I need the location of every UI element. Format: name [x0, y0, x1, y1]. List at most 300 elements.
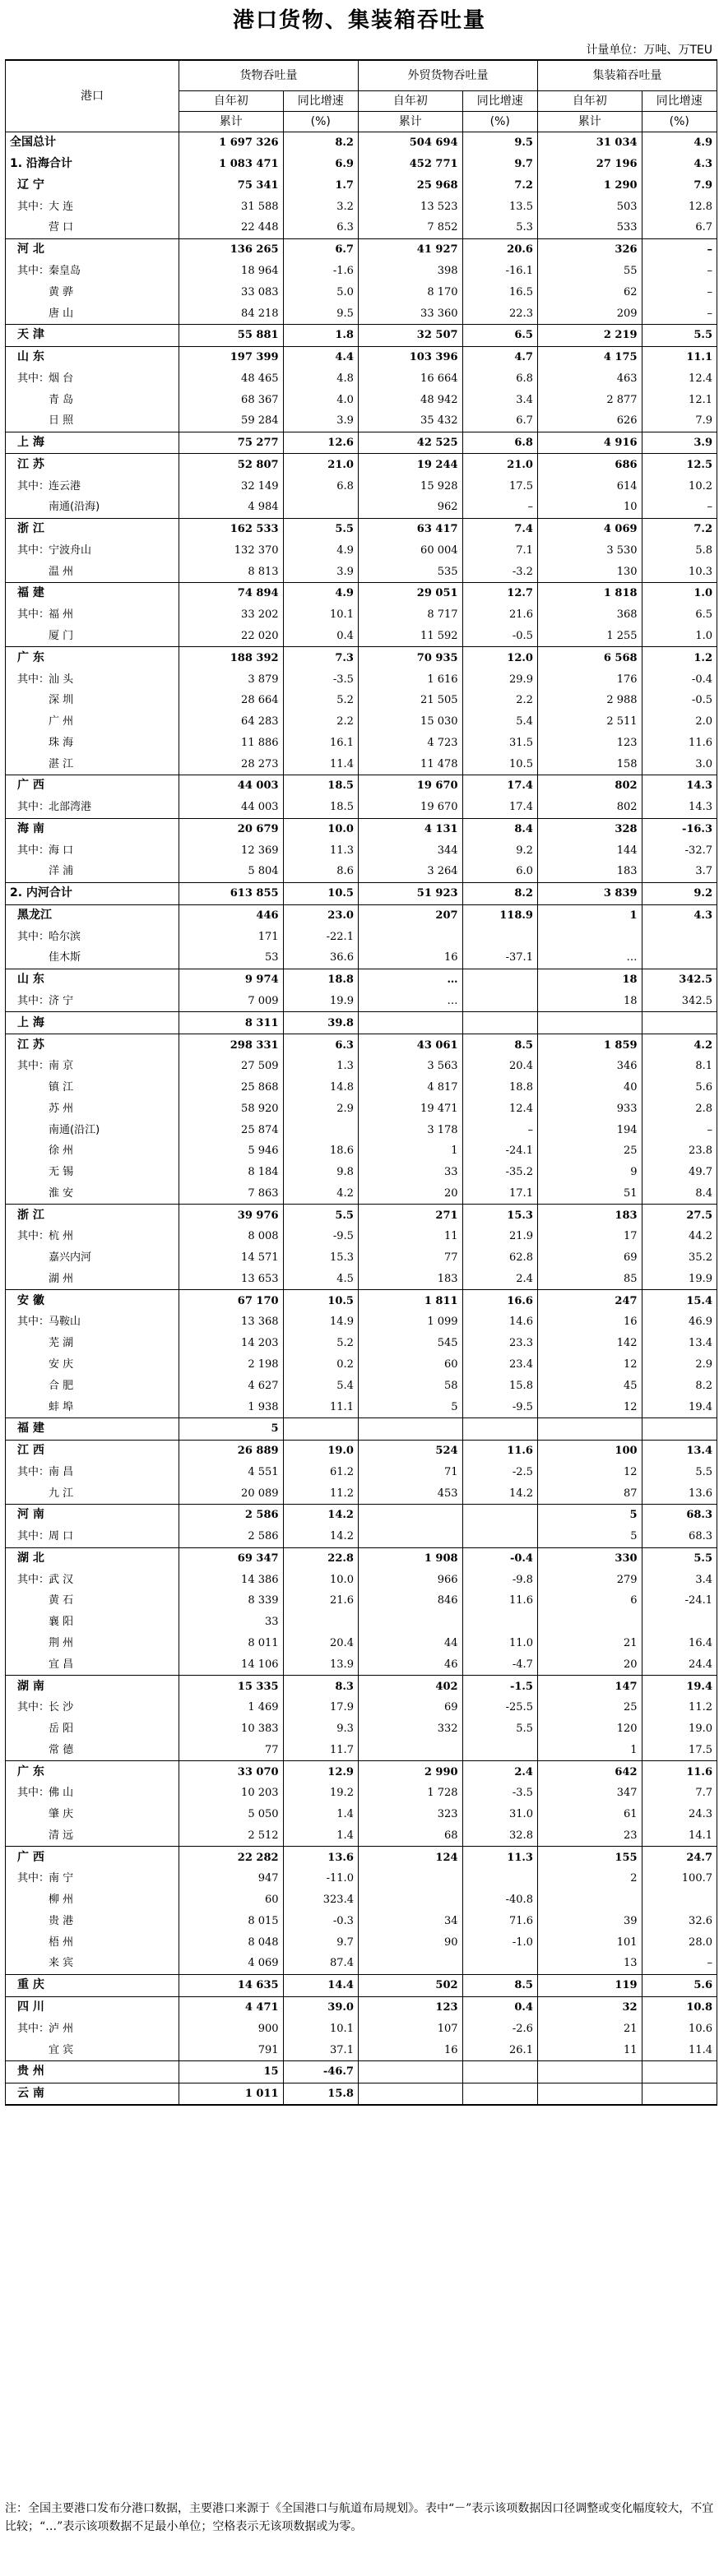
cargo-ytd-cell: 3 879 — [179, 668, 283, 690]
table-row — [6, 647, 717, 668]
container-ytd-cell: 21 — [537, 2018, 642, 2039]
cargo-ytd-cell: 12 369 — [179, 839, 283, 861]
foreign-yoy-cell — [462, 969, 537, 990]
port-name-cell — [6, 1375, 179, 1396]
foreign-yoy-cell: 14.2 — [462, 1482, 537, 1504]
container-ytd-cell: 346 — [537, 1056, 642, 1077]
foreign-yoy-cell: -25.5 — [462, 1697, 537, 1718]
container-yoy-cell: 2.9 — [642, 1354, 717, 1376]
table-row — [6, 1526, 717, 1547]
port-name-cell — [6, 753, 179, 775]
foreign-yoy-cell: 18.8 — [462, 1077, 537, 1098]
port-name-cell — [6, 281, 179, 303]
foreign-yoy-cell: -0.4 — [462, 1547, 537, 1569]
container-ytd-cell: 3 530 — [537, 540, 642, 562]
port-name: 南 昌 — [49, 1465, 74, 1478]
port-name-cell — [6, 1440, 179, 1461]
cargo-ytd-cell: 22 448 — [179, 217, 283, 238]
table-row — [6, 1247, 717, 1269]
foreign-yoy-cell — [462, 926, 537, 947]
cargo-yoy-cell: -3.5 — [283, 668, 358, 690]
container-ytd-cell: 503 — [537, 196, 642, 217]
container-yoy-cell: 3.0 — [642, 753, 717, 775]
container-ytd-cell: 23 — [537, 1824, 642, 1846]
port-name: 海 口 — [49, 844, 74, 857]
container-ytd-cell: 4 069 — [537, 518, 642, 539]
container-yoy-cell: 342.5 — [642, 969, 717, 990]
table-row — [6, 217, 717, 238]
foreign-yoy-cell — [462, 1417, 537, 1440]
container-ytd-cell: 328 — [537, 818, 642, 839]
table-row — [6, 1547, 717, 1569]
container-ytd-cell: 21 — [537, 1633, 642, 1654]
cargo-yoy-cell: -0.3 — [283, 1911, 358, 1932]
foreign-yoy-cell: 9.5 — [462, 132, 537, 154]
cargo-yoy-cell: 14.4 — [283, 1974, 358, 1996]
container-ytd-cell: 39 — [537, 1911, 642, 1932]
port-name: 黑龙江 — [17, 908, 52, 922]
port-name: 南 京 — [49, 1060, 74, 1073]
container-ytd-cell: 463 — [537, 368, 642, 389]
container-yoy-cell: 7.9 — [642, 410, 717, 432]
cargo-ytd-cell: 26 889 — [179, 1440, 283, 1461]
cargo-ytd-cell: 8 011 — [179, 1633, 283, 1654]
container-yoy-cell: 12.8 — [642, 196, 717, 217]
port-name: 长 沙 — [49, 1701, 74, 1714]
cargo-yoy-cell: 15.3 — [283, 1247, 358, 1269]
port-name-cell — [6, 818, 179, 839]
port-name-cell — [6, 732, 179, 753]
port-name: 柳 州 — [49, 1894, 74, 1907]
unit-label: 计量单位：万吨、万TEU — [586, 44, 712, 57]
table-row — [6, 775, 717, 796]
container-yoy-cell: 6.5 — [642, 604, 717, 626]
port-name: 江 苏 — [17, 1038, 44, 1052]
port-name: 徐 州 — [49, 1145, 74, 1158]
table-row — [6, 368, 717, 389]
port-name-cell — [6, 1311, 179, 1333]
port-name-cell — [6, 1183, 179, 1205]
cargo-yoy-cell: -11.0 — [283, 1868, 358, 1889]
foreign-ytd-cell — [358, 1417, 462, 1440]
foreign-ytd-cell: 51 923 — [358, 882, 462, 904]
cargo-ytd-cell: 2 198 — [179, 1354, 283, 1376]
cargo-ytd-cell: 58 920 — [179, 1098, 283, 1119]
foreign-yoy-cell: -3.5 — [462, 1783, 537, 1804]
cargo-yoy-cell: 2.2 — [283, 711, 358, 733]
cargo-ytd-cell: 1 697 326 — [179, 132, 283, 154]
container-ytd-cell: 55 — [537, 261, 642, 282]
cargo-ytd-cell: 171 — [179, 926, 283, 947]
foreign-ytd-cell: 19 670 — [358, 775, 462, 796]
foreign-yoy-cell: -2.6 — [462, 2018, 537, 2039]
port-name: 黄 石 — [49, 1594, 74, 1607]
cargo-yoy-cell: 11.2 — [283, 1482, 358, 1504]
port-name: 镇 江 — [49, 1081, 74, 1094]
cargo-ytd-cell: 22 282 — [179, 1847, 283, 1868]
of-which-prefix: 其中： — [17, 372, 50, 385]
table-row — [6, 1375, 717, 1396]
container-yoy-cell: 5.5 — [642, 1547, 717, 1569]
cargo-yoy-cell: 5.4 — [283, 1375, 358, 1396]
port-name-cell — [6, 1140, 179, 1162]
port-name-cell — [6, 368, 179, 389]
cargo-ytd-cell: 14 386 — [179, 1569, 283, 1590]
foreign-ytd-cell: 29 051 — [358, 583, 462, 604]
container-yoy-cell: 3.7 — [642, 861, 717, 882]
port-name: 辽 宁 — [17, 178, 44, 192]
foreign-yoy-cell — [462, 1505, 537, 1526]
container-yoy-cell: 1.0 — [642, 583, 717, 604]
cargo-ytd-cell: 132 370 — [179, 540, 283, 562]
foreign-ytd-cell — [358, 1526, 462, 1547]
container-ytd-cell: 13 — [537, 1953, 642, 1974]
foreign-yoy-cell: -1.0 — [462, 1931, 537, 1953]
container-ytd-cell: 2 511 — [537, 711, 642, 733]
cargo-ytd-cell: 14 106 — [179, 1653, 283, 1675]
foreign-ytd-cell — [358, 2083, 462, 2105]
container-yoy-cell: 13.4 — [642, 1333, 717, 1354]
container-ytd-cell: 176 — [537, 668, 642, 690]
container-ytd-cell: 101 — [537, 1931, 642, 1953]
port-name: 秦皇岛 — [49, 264, 81, 277]
cargo-ytd-cell: 67 170 — [179, 1290, 283, 1311]
container-yoy-cell: 24.3 — [642, 1804, 717, 1825]
header-ytd: 自年初 — [358, 91, 462, 112]
foreign-yoy-cell: -9.8 — [462, 1569, 537, 1590]
port-name: 深 圳 — [49, 694, 74, 707]
container-ytd-cell: 279 — [537, 1569, 642, 1590]
container-yoy-cell: 3.9 — [642, 432, 717, 454]
port-name: 九 江 — [49, 1487, 74, 1500]
cargo-yoy-cell: 17.9 — [283, 1697, 358, 1718]
container-yoy-cell: 32.6 — [642, 1911, 717, 1932]
container-yoy-cell: 14.3 — [642, 797, 717, 818]
cargo-yoy-cell: 10.1 — [283, 604, 358, 626]
port-name: 宜 宾 — [49, 2043, 74, 2056]
table-row — [6, 604, 717, 626]
port-name-cell — [6, 1590, 179, 1612]
container-yoy-cell — [642, 1012, 717, 1034]
container-yoy-cell: 35.2 — [642, 1247, 717, 1269]
header-container: 集装箱吞吐量 — [537, 60, 717, 91]
table-row — [6, 1953, 717, 1974]
port-name-cell — [6, 217, 179, 238]
cargo-ytd-cell: 4 551 — [179, 1461, 283, 1482]
port-name: 合 肥 — [49, 1379, 74, 1392]
port-name-cell — [6, 1098, 179, 1119]
container-yoy-cell: 44.2 — [642, 1226, 717, 1247]
port-name: 天 津 — [17, 328, 44, 342]
foreign-ytd-cell: 524 — [358, 1440, 462, 1461]
port-name-cell — [6, 1119, 179, 1140]
foreign-yoy-cell: 17.4 — [462, 775, 537, 796]
foreign-yoy-cell: 16.6 — [462, 1290, 537, 1311]
cargo-ytd-cell: 31 588 — [179, 196, 283, 217]
foreign-yoy-cell: 2.4 — [462, 1761, 537, 1783]
cargo-yoy-cell: 87.4 — [283, 1953, 358, 1974]
port-name-cell — [6, 497, 179, 518]
cargo-yoy-cell: 4.4 — [283, 346, 358, 368]
foreign-ytd-cell — [358, 1612, 462, 1633]
container-ytd-cell: 642 — [537, 1761, 642, 1783]
port-name: 淮 安 — [49, 1186, 74, 1200]
header-cumulative: 累计 — [358, 112, 462, 132]
port-name-cell — [6, 1012, 179, 1034]
cargo-yoy-cell: 39.8 — [283, 1012, 358, 1034]
cargo-yoy-cell: 10.5 — [283, 1290, 358, 1311]
foreign-ytd-cell — [358, 1739, 462, 1760]
cargo-yoy-cell: 2.9 — [283, 1098, 358, 1119]
foreign-yoy-cell — [462, 2060, 537, 2083]
foreign-yoy-cell: -24.1 — [462, 1140, 537, 1162]
port-name: 苏 州 — [49, 1102, 74, 1115]
cargo-ytd-cell: 15 335 — [179, 1676, 283, 1697]
port-name-cell — [6, 1226, 179, 1247]
cargo-ytd-cell: 25 874 — [179, 1119, 283, 1140]
table-row — [6, 561, 717, 582]
foreign-ytd-cell: 46 — [358, 1653, 462, 1675]
port-name: 广 州 — [49, 715, 74, 728]
port-name: 福 州 — [49, 608, 74, 622]
port-name-cell — [6, 1205, 179, 1226]
port-name: 杭 州 — [49, 1230, 74, 1243]
container-yoy-cell — [642, 1612, 717, 1633]
port-name-cell — [6, 196, 179, 217]
cargo-yoy-cell — [283, 1119, 358, 1140]
foreign-yoy-cell: 6.8 — [462, 368, 537, 389]
cargo-yoy-cell: 10.1 — [283, 2018, 358, 2039]
foreign-ytd-cell: 123 — [358, 1996, 462, 2018]
foreign-ytd-cell: 846 — [358, 1590, 462, 1612]
of-which-prefix: 其中： — [17, 1573, 50, 1586]
cargo-yoy-cell: 8.6 — [283, 861, 358, 882]
cargo-yoy-cell: 11.1 — [283, 1396, 358, 1417]
port-name-cell — [6, 882, 179, 904]
table-row — [6, 518, 717, 539]
container-ytd-cell: 119 — [537, 1974, 642, 1996]
foreign-ytd-cell — [358, 926, 462, 947]
port-name-cell — [6, 1396, 179, 1417]
page-title: 港口货物、集装箱吞吐量 — [232, 8, 486, 33]
foreign-ytd-cell: 15 928 — [358, 475, 462, 497]
port-name: 日 照 — [49, 414, 74, 428]
table-row — [6, 1205, 717, 1226]
foreign-ytd-cell: 42 525 — [358, 432, 462, 454]
foreign-ytd-cell: 63 417 — [358, 518, 462, 539]
container-ytd-cell: 1 859 — [537, 1034, 642, 1056]
foreign-yoy-cell: -2.5 — [462, 1461, 537, 1482]
cargo-ytd-cell: 14 635 — [179, 1974, 283, 1996]
container-yoy-cell: 100.7 — [642, 1868, 717, 1889]
foreign-ytd-cell: 1 616 — [358, 668, 462, 690]
table-row — [6, 1034, 717, 1056]
cargo-yoy-cell: 1.7 — [283, 175, 358, 197]
cargo-yoy-cell: 3.9 — [283, 410, 358, 432]
of-which-prefix: 其中： — [17, 1530, 50, 1543]
port-name-cell — [6, 1974, 179, 1996]
container-yoy-cell: 19.4 — [642, 1396, 717, 1417]
of-which-prefix: 其中： — [17, 479, 50, 493]
container-yoy-cell: 2.8 — [642, 1098, 717, 1119]
cargo-yoy-cell: 1.4 — [283, 1804, 358, 1825]
port-name: 嘉兴内河 — [49, 1251, 92, 1265]
cargo-ytd-cell: 60 — [179, 1889, 283, 1911]
port-name: 蚌 埠 — [49, 1400, 74, 1413]
container-yoy-cell: 1.0 — [642, 626, 717, 647]
container-yoy-cell: 5.6 — [642, 1077, 717, 1098]
port-name-cell — [6, 1847, 179, 1868]
foreign-yoy-cell: 11.6 — [462, 1590, 537, 1612]
foreign-yoy-cell: – — [462, 497, 537, 518]
container-yoy-cell: 10.8 — [642, 1996, 717, 2018]
header-pct: (%) — [642, 112, 717, 132]
table-row — [6, 324, 717, 346]
cargo-ytd-cell: 33 202 — [179, 604, 283, 626]
table-row — [6, 1333, 717, 1354]
table-row — [6, 732, 717, 753]
foreign-ytd-cell: 107 — [358, 2018, 462, 2039]
port-name-cell — [6, 1354, 179, 1376]
port-name-cell — [6, 775, 179, 796]
foreign-ytd-cell: 44 — [358, 1633, 462, 1654]
cargo-ytd-cell: 4 471 — [179, 1996, 283, 2018]
foreign-ytd-cell: 16 — [358, 2039, 462, 2060]
cargo-yoy-cell: 5.0 — [283, 281, 358, 303]
table-row — [6, 497, 717, 518]
header-port: 港口 — [6, 60, 179, 132]
port-name: 湖 北 — [17, 1551, 44, 1565]
foreign-yoy-cell: 20.4 — [462, 1056, 537, 1077]
table-row — [6, 818, 717, 839]
container-ytd-cell: 686 — [537, 454, 642, 475]
table-row — [6, 1718, 717, 1740]
foreign-ytd-cell: 124 — [358, 1847, 462, 1868]
port-name-cell — [6, 839, 179, 861]
foreign-yoy-cell: 2.2 — [462, 690, 537, 711]
foreign-ytd-cell: 13 523 — [358, 196, 462, 217]
foreign-ytd-cell: 77 — [358, 1247, 462, 1269]
foreign-ytd-cell: 11 478 — [358, 753, 462, 775]
foreign-ytd-cell: 183 — [358, 1269, 462, 1290]
port-name-cell — [6, 1569, 179, 1590]
cargo-yoy-cell: 15.8 — [283, 2083, 358, 2105]
port-name: 汕 头 — [49, 673, 74, 686]
of-which-prefix: 其中： — [17, 543, 50, 557]
cargo-yoy-cell — [283, 1612, 358, 1633]
container-yoy-cell: -0.5 — [642, 690, 717, 711]
cargo-ytd-cell: 9 974 — [179, 969, 283, 990]
port-name: 1. 沿海合计 — [10, 157, 72, 171]
container-yoy-cell: – — [642, 281, 717, 303]
table-row — [6, 1354, 717, 1376]
table-row — [6, 1269, 717, 1290]
port-name-cell — [6, 303, 179, 324]
foreign-ytd-cell: 58 — [358, 1375, 462, 1396]
foreign-ytd-cell: 25 968 — [358, 175, 462, 197]
foreign-ytd-cell: 453 — [358, 1482, 462, 1504]
container-yoy-cell: – — [642, 303, 717, 324]
foreign-yoy-cell: -37.1 — [462, 947, 537, 969]
port-name: 安 庆 — [49, 1358, 74, 1371]
container-ytd-cell: 1 290 — [537, 175, 642, 197]
container-ytd-cell: 626 — [537, 410, 642, 432]
cargo-ytd-cell: 1 011 — [179, 2083, 283, 2105]
cargo-yoy-cell: 16.1 — [283, 732, 358, 753]
port-name: 唐 山 — [49, 307, 74, 320]
cargo-ytd-cell: 75 341 — [179, 175, 283, 197]
container-ytd-cell: 11 — [537, 2039, 642, 2060]
foreign-yoy-cell: 8.2 — [462, 882, 537, 904]
foreign-yoy-cell — [462, 1012, 537, 1034]
foreign-yoy-cell: 8.5 — [462, 1974, 537, 1996]
foreign-yoy-cell: 15.3 — [462, 1205, 537, 1226]
of-which-prefix: 其中： — [17, 1316, 50, 1329]
table-row — [6, 1482, 717, 1504]
port-name: 芜 湖 — [49, 1337, 74, 1350]
cargo-yoy-cell: 1.4 — [283, 1824, 358, 1846]
table-row — [6, 839, 717, 861]
port-name: 襄 阳 — [49, 1616, 74, 1629]
foreign-yoy-cell: 6.5 — [462, 324, 537, 346]
table-row — [6, 1162, 717, 1183]
foreign-ytd-cell — [358, 1889, 462, 1911]
table-row — [6, 711, 717, 733]
cargo-ytd-cell: 4 627 — [179, 1375, 283, 1396]
container-ytd-cell: 155 — [537, 1847, 642, 1868]
cargo-yoy-cell: 23.0 — [283, 904, 358, 926]
container-yoy-cell: 19.9 — [642, 1269, 717, 1290]
cargo-ytd-cell: 74 894 — [179, 583, 283, 604]
foreign-yoy-cell: -35.2 — [462, 1162, 537, 1183]
container-yoy-cell: 13.6 — [642, 1482, 717, 1504]
foreign-yoy-cell — [462, 1739, 537, 1760]
container-yoy-cell: 10.2 — [642, 475, 717, 497]
container-ytd-cell: 4 175 — [537, 346, 642, 368]
foreign-yoy-cell: 8.5 — [462, 1034, 537, 1056]
port-name-cell — [6, 1505, 179, 1526]
port-name: 南通(沿海) — [49, 501, 100, 514]
of-which-prefix: 其中： — [17, 1787, 50, 1800]
cargo-yoy-cell: 11.3 — [283, 839, 358, 861]
cargo-ytd-cell: 791 — [179, 2039, 283, 2060]
of-which-prefix: 其中： — [17, 1060, 50, 1073]
cargo-ytd-cell: 7 009 — [179, 991, 283, 1012]
foreign-ytd-cell: 11 592 — [358, 626, 462, 647]
foreign-yoy-cell: 5.4 — [462, 711, 537, 733]
foreign-ytd-cell: 11 — [358, 1226, 462, 1247]
foreign-yoy-cell: 31.0 — [462, 1804, 537, 1825]
cargo-yoy-cell: 14.8 — [283, 1077, 358, 1098]
of-which-prefix: 其中： — [17, 1701, 50, 1714]
cargo-ytd-cell: 25 868 — [179, 1077, 283, 1098]
port-name: 岳 阳 — [49, 1723, 74, 1736]
foreign-ytd-cell: 271 — [358, 1205, 462, 1226]
foreign-ytd-cell: 3 563 — [358, 1056, 462, 1077]
table-row — [6, 926, 717, 947]
container-ytd-cell: 25 — [537, 1697, 642, 1718]
foreign-yoy-cell: 5.3 — [462, 217, 537, 238]
port-name-cell — [6, 1739, 179, 1760]
container-ytd-cell: 27 196 — [537, 154, 642, 175]
port-name: 泸 州 — [49, 2022, 74, 2035]
table-row — [6, 1183, 717, 1205]
foreign-ytd-cell: 1 099 — [358, 1311, 462, 1333]
container-yoy-cell: 8.4 — [642, 1183, 717, 1205]
cargo-yoy-cell: 18.8 — [283, 969, 358, 990]
foreign-yoy-cell: 62.8 — [462, 1247, 537, 1269]
of-which-prefix: 其中： — [17, 995, 50, 1007]
